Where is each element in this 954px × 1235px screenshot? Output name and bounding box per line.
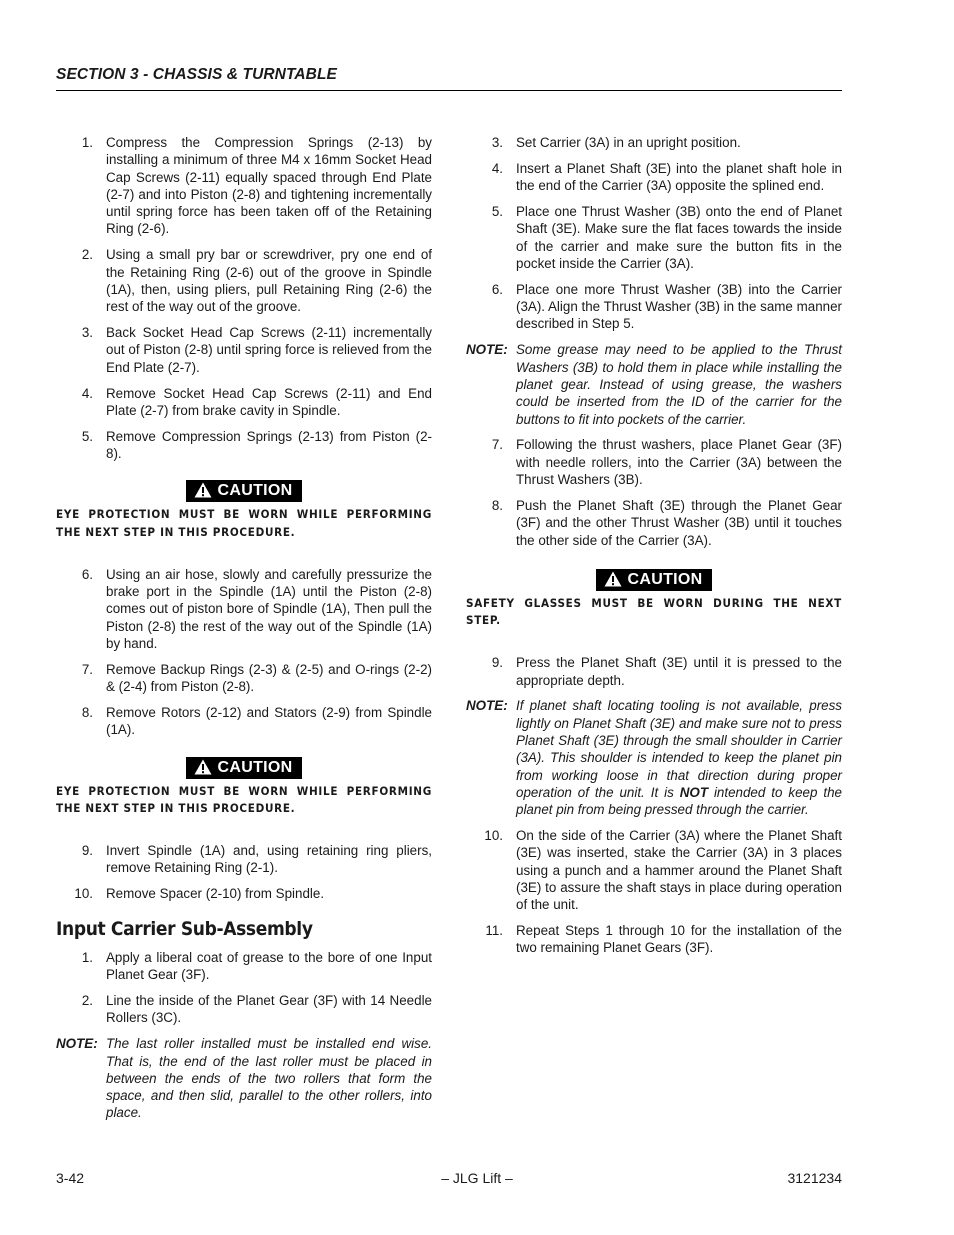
step-text: Place one Thrust Washer (3B) onto the end of Planet Shaft (3E). Make sure the flat faces towards the inside of the carrier and make sure the button fits in the pocket inside the Carrier (3A).	[516, 204, 842, 271]
step-number: 10.	[484, 828, 503, 844]
step-item	[466, 654, 842, 689]
step-text: Apply a liberal coat of grease to the bore of one Input Planet Gear (3F).	[106, 949, 432, 983]
step-item	[56, 842, 432, 877]
step-list	[466, 827, 842, 957]
step-item	[56, 385, 432, 420]
step-list	[56, 842, 432, 902]
step-item	[56, 566, 432, 652]
step-item	[466, 134, 842, 151]
step-item	[466, 160, 842, 195]
step-number: 8.	[491, 497, 503, 513]
section-title: SECTION 3 - CHASSIS & TURNTABLE	[56, 66, 337, 83]
step-item	[56, 246, 432, 315]
step-number: 4.	[491, 160, 503, 176]
step-item	[466, 281, 842, 333]
step-text: Using a small pry bar or screwdriver, pry one end of the Retaining Ring (2-6) out of the groove in Spindle (1A), then, using pliers, pull Retaining Ring (2-6) the rest of the way out of the groove.	[106, 247, 432, 315]
step-number: 11.	[485, 923, 503, 939]
step-number: 1.	[81, 949, 93, 965]
step-number: 10.	[74, 886, 93, 902]
step-item	[466, 203, 842, 272]
step-number: 2.	[81, 993, 93, 1009]
step-text: Remove Rotors (2-12) and Stators (2-9) from Spindle (1A).	[106, 705, 432, 738]
note-label: NOTE:	[466, 342, 508, 358]
step-text: Place one more Thrust Washer (3B) into the Carrier (3A). Align the Thrust Washer (3B) in the same manner described in Step 5.	[516, 281, 842, 332]
caution-banner	[56, 757, 432, 779]
step-number: 9.	[491, 655, 503, 671]
step-text: Using an air hose, slowly and carefully pressurize the brake port in the Spindle (1A) until the Piston (2-8) comes out of piston bore of Spindle (1A), Then pull the Piston (2-8) the rest of the way out of the Spindle (1A) by hand.	[106, 566, 432, 652]
step-item	[56, 992, 432, 1027]
step-list	[56, 949, 432, 1027]
step-text: Remove Backup Rings (2-3) & (2-5) and O-rings (2-2) & (2-4) from Piston (2-8).	[106, 661, 432, 695]
step-item	[56, 134, 432, 238]
step-item	[56, 949, 432, 984]
step-text: Line the inside of the Planet Gear (3F) with 14 Needle Rollers (3C).	[106, 993, 432, 1026]
step-item	[466, 827, 842, 913]
step-text: Repeat Steps 1 through 10 for the installation of the two remaining Planet Gears (3F).	[516, 923, 842, 956]
note-text-part: If planet shaft locating tooling is not available, press lightly on Planet Shaft (3E) and make sure not to press Planet Shaft (3E) through the small shoulder in Carrier (3A). This shoulder is intended to keep the planet pin from working loose in that direction during proper operation of the unit. It is	[516, 698, 842, 800]
warning-triangle-icon	[194, 482, 212, 498]
step-text: Press the Planet Shaft (3E) until it is pressed to the appropriate depth.	[516, 655, 842, 688]
step-number: 2.	[81, 247, 93, 263]
step-number: 5.	[81, 428, 93, 444]
step-list	[466, 654, 842, 689]
step-number: 7.	[491, 437, 503, 453]
warning-triangle-icon	[194, 759, 212, 775]
caution-label: CAUTION	[217, 482, 293, 500]
note-text-part: intended to keep the planet pin from being pressed through the carrier.	[516, 784, 842, 818]
document-number: 3121234	[787, 1170, 842, 1186]
step-list	[466, 134, 842, 333]
step-text: Compress the Compression Springs (2-13) by installing a minimum of three M4 x 16mm Socket Head Cap Screws (2-11) equally spaced through End Plate (2-7) and into Piston (2-8) and tightening incrementally until spring force has been taken off of the Retaining Ring (2-6).	[106, 135, 432, 237]
step-number: 6.	[491, 281, 503, 297]
step-item	[56, 324, 432, 376]
step-list	[56, 134, 432, 462]
caution-label: CAUTION	[217, 758, 293, 776]
step-item	[56, 885, 432, 902]
step-text: Remove Spacer (2-10) from Spindle.	[106, 886, 325, 902]
footer-center-text: – JLG Lift –	[441, 1170, 513, 1186]
step-text: Invert Spindle (1A) and, using retaining ring pliers, remove Retaining Ring (2-1).	[106, 843, 432, 876]
step-number: 5.	[491, 204, 503, 220]
step-text: On the side of the Carrier (3A) where the Planet Shaft (3E) was inserted, stake the Carrier (3A) in 3 places using a punch and a hammer around the Planet Shaft (3E) to assure the shaft stays in place during operation of the unit.	[516, 828, 842, 913]
step-number: 7.	[81, 661, 93, 677]
step-number: 3.	[81, 325, 93, 341]
note-block	[56, 1035, 432, 1121]
step-item	[466, 922, 842, 957]
note-label: NOTE:	[466, 698, 508, 714]
left-column	[56, 134, 432, 1130]
subsection-heading: Input Carrier Sub-Assembly	[56, 917, 313, 940]
caution-warning-text: SAFETY GLASSES MUST BE WORN DURING THE NEXT STEP.	[466, 595, 842, 627]
caution-warning-text: EYE PROTECTION MUST BE WORN WHILE PERFORMING THE NEXT STEP IN THIS PROCEDURE.	[56, 507, 432, 539]
step-item	[466, 497, 842, 549]
step-list	[466, 436, 842, 548]
step-number: 6.	[81, 566, 93, 582]
step-text: Remove Compression Springs (2-13) from Piston (2-8).	[106, 428, 432, 462]
note-block	[466, 341, 842, 427]
page-number: 3-42	[56, 1170, 85, 1186]
step-item	[466, 436, 842, 488]
right-column	[466, 134, 842, 965]
step-text: Set Carrier (3A) in an upright position.	[516, 135, 741, 150]
step-number: 3.	[491, 135, 503, 150]
step-number: 4.	[81, 385, 93, 401]
caution-banner	[56, 480, 432, 502]
step-item	[56, 661, 432, 696]
step-item	[56, 428, 432, 463]
step-text: Following the thrust washers, place Planet Gear (3F) with needle rollers, into the Carrier (3A) between the Thrust Washers (3B).	[516, 437, 842, 488]
step-number: 8.	[81, 705, 93, 721]
step-text: Remove Socket Head Cap Screws (2-11) and End Plate (2-7) from brake cavity in Spindle.	[106, 385, 432, 418]
step-number: 9.	[81, 843, 93, 859]
step-text: Push the Planet Shaft (3E) through the Planet Gear (3F) and the other Thrust Washer (3B) until it touches the other side of the Carrier (3A).	[516, 497, 842, 548]
caution-warning-text: EYE PROTECTION MUST BE WORN WHILE PERFORMING THE NEXT STEP IN THIS PROCEDURE.	[56, 783, 432, 815]
warning-triangle-icon	[604, 571, 622, 587]
note-text	[516, 697, 842, 818]
step-number: 1.	[81, 135, 93, 150]
note-text: The last roller installed must be installed end wise. That is, the end of the last roller must be placed in between the ends of the two rollers that form the space, and then slid, parallel to the other rollers, into place.	[106, 1036, 432, 1121]
header-divider	[56, 90, 842, 91]
note-text: Some grease may need to be applied to the Thrust Washers (3B) to hold them in place while installing the planet gear. Instead of using grease, the washers could be inserted from the ID of the carrier for the buttons to fit into pockets of the carrier.	[516, 342, 842, 427]
caution-banner	[466, 569, 842, 591]
step-list	[56, 566, 432, 739]
step-item	[56, 704, 432, 739]
note-label: NOTE:	[56, 1036, 98, 1052]
step-text: Insert a Planet Shaft (3E) into the planet shaft hole in the end of the Carrier (3A) opposite the splined end.	[516, 160, 842, 194]
step-text: Back Socket Head Cap Screws (2-11) incrementally out of Piston (2-8) until spring force is relieved from the End Plate (2-7).	[106, 325, 432, 375]
note-emphasis: NOT	[679, 784, 708, 800]
caution-label: CAUTION	[627, 570, 703, 588]
note-block	[466, 697, 842, 818]
